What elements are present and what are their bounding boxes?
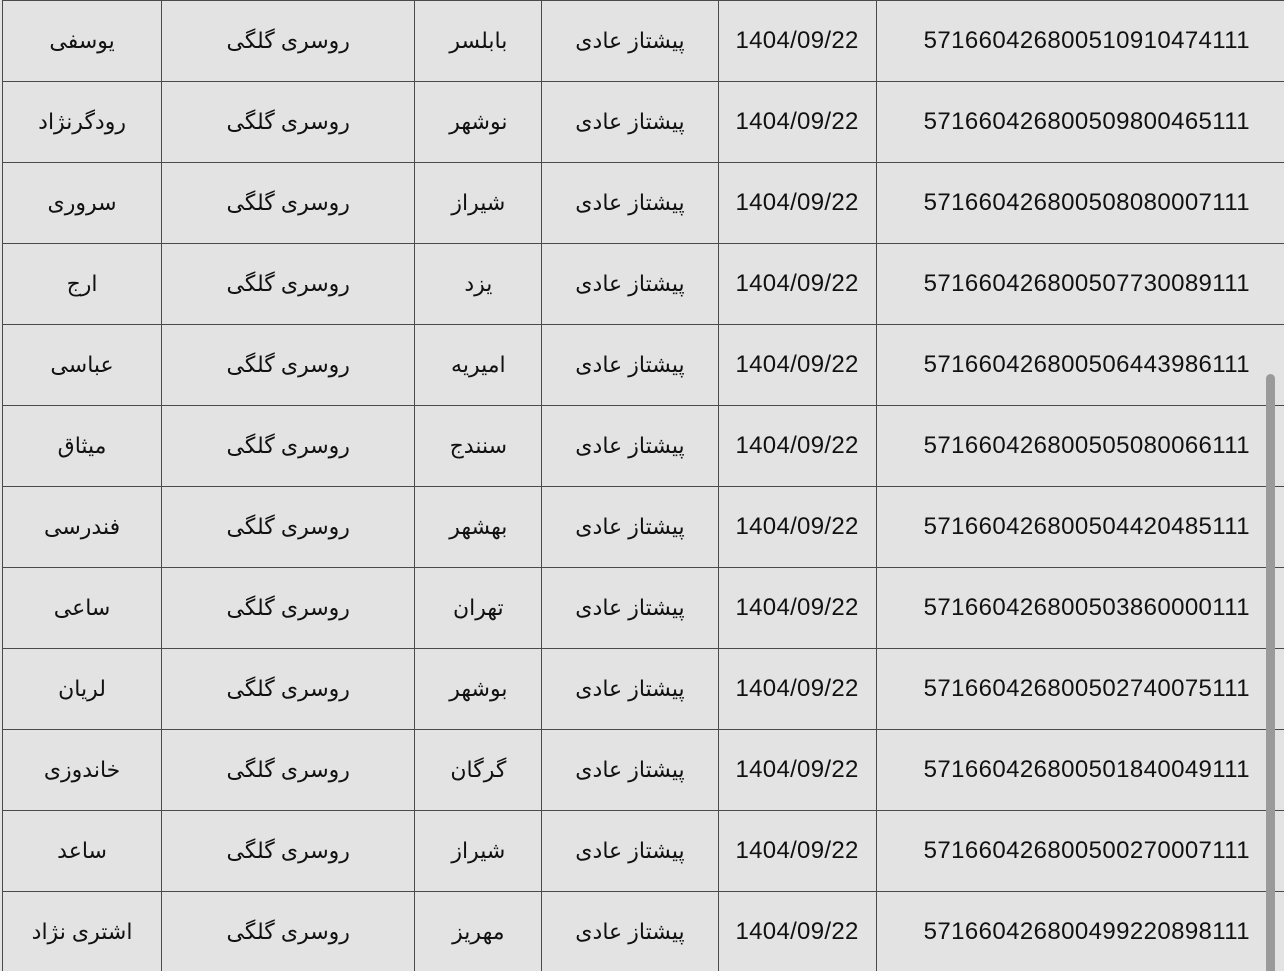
city-cell[interactable]: بوشهر [415,649,542,730]
service-type-cell[interactable]: پیشتاز عادی [542,730,718,811]
service-type-cell[interactable]: پیشتاز عادی [542,82,718,163]
tracking-number-cell[interactable]: 571660426800505080066111 [876,406,1284,487]
product-cell[interactable]: روسری گلگی [162,649,415,730]
tracking-number-cell[interactable]: 571660426800499220898111 [876,892,1284,971]
city-cell[interactable]: شیراز [415,811,542,892]
city-cell[interactable]: بابلسر [415,1,542,82]
table-row[interactable] [3,892,1284,971]
date-cell[interactable]: 1404/09/22 [718,487,876,568]
product-cell[interactable]: روسری گلگی [162,1,415,82]
product-cell[interactable]: روسری گلگی [162,406,415,487]
recipient-name-cell[interactable]: سروری [3,163,162,244]
date-cell[interactable]: 1404/09/22 [718,811,876,892]
table-row[interactable] [3,730,1284,811]
date-cell[interactable]: 1404/09/22 [718,406,876,487]
service-type-cell[interactable]: پیشتاز عادی [542,649,718,730]
date-cell[interactable]: 1404/09/22 [718,568,876,649]
product-cell[interactable]: روسری گلگی [162,325,415,406]
recipient-name-cell[interactable]: فندرسی [3,487,162,568]
table-row[interactable] [3,649,1284,730]
date-cell[interactable]: 1404/09/22 [718,892,876,971]
product-cell[interactable]: روسری گلگی [162,730,415,811]
table-row[interactable] [3,811,1284,892]
tracking-number-cell[interactable]: 571660426800510910474111 [876,1,1284,82]
product-cell[interactable]: روسری گلگی [162,487,415,568]
service-type-cell[interactable]: پیشتاز عادی [542,1,718,82]
tracking-number-cell[interactable]: 571660426800506443986111 [876,325,1284,406]
tracking-number-cell[interactable]: 571660426800500270007111 [876,811,1284,892]
product-cell[interactable]: روسری گلگی [162,568,415,649]
recipient-name-cell[interactable]: اشتری نژاد [3,892,162,971]
recipient-name-cell[interactable]: میثاق [3,406,162,487]
product-cell[interactable]: روسری گلگی [162,163,415,244]
recipient-name-cell[interactable]: یوسفی [3,1,162,82]
date-cell[interactable]: 1404/09/22 [718,82,876,163]
date-cell[interactable]: 1404/09/22 [718,244,876,325]
tracking-number-cell[interactable]: 571660426800507730089111 [876,244,1284,325]
date-cell[interactable]: 1404/09/22 [718,325,876,406]
city-cell[interactable]: گرگان [415,730,542,811]
vertical-scrollbar[interactable] [1266,374,1275,971]
table-row[interactable] [3,487,1284,568]
date-cell[interactable]: 1404/09/22 [718,730,876,811]
table-row[interactable] [3,568,1284,649]
shipment-table [2,0,1284,971]
product-cell[interactable]: روسری گلگی [162,811,415,892]
table-row[interactable] [3,163,1284,244]
city-cell[interactable]: سنندج [415,406,542,487]
city-cell[interactable]: تهران [415,568,542,649]
product-cell[interactable]: روسری گلگی [162,82,415,163]
recipient-name-cell[interactable]: رودگرنژاد [3,82,162,163]
product-cell[interactable]: روسری گلگی [162,244,415,325]
table-row[interactable] [3,406,1284,487]
table-row[interactable] [3,1,1284,82]
recipient-name-cell[interactable]: لریان [3,649,162,730]
service-type-cell[interactable]: پیشتاز عادی [542,487,718,568]
tracking-number-cell[interactable]: 571660426800509800465111 [876,82,1284,163]
table-row[interactable] [3,82,1284,163]
service-type-cell[interactable]: پیشتاز عادی [542,892,718,971]
date-cell[interactable]: 1404/09/22 [718,649,876,730]
date-cell[interactable]: 1404/09/22 [718,1,876,82]
date-cell[interactable]: 1404/09/22 [718,163,876,244]
table-row[interactable] [3,325,1284,406]
recipient-name-cell[interactable]: ساعی [3,568,162,649]
city-cell[interactable]: نوشهر [415,82,542,163]
city-cell[interactable]: یزد [415,244,542,325]
tracking-number-cell[interactable]: 571660426800504420485111 [876,487,1284,568]
table-row[interactable] [3,244,1284,325]
recipient-name-cell[interactable]: ارج [3,244,162,325]
service-type-cell[interactable]: پیشتاز عادی [542,325,718,406]
service-type-cell[interactable]: پیشتاز عادی [542,406,718,487]
service-type-cell[interactable]: پیشتاز عادی [542,568,718,649]
city-cell[interactable]: شیراز [415,163,542,244]
tracking-number-cell[interactable]: 571660426800508080007111 [876,163,1284,244]
city-cell[interactable]: بهشهر [415,487,542,568]
city-cell[interactable]: امیریه [415,325,542,406]
recipient-name-cell[interactable]: خاندوزی [3,730,162,811]
service-type-cell[interactable]: پیشتاز عادی [542,811,718,892]
tracking-number-cell[interactable]: 571660426800503860000111 [876,568,1284,649]
tracking-number-cell[interactable]: 571660426800501840049111 [876,730,1284,811]
city-cell[interactable]: مهریز [415,892,542,971]
product-cell[interactable]: روسری گلگی [162,892,415,971]
service-type-cell[interactable]: پیشتاز عادی [542,163,718,244]
service-type-cell[interactable]: پیشتاز عادی [542,244,718,325]
recipient-name-cell[interactable]: ساعد [3,811,162,892]
recipient-name-cell[interactable]: عباسی [3,325,162,406]
tracking-number-cell[interactable]: 571660426800502740075111 [876,649,1284,730]
